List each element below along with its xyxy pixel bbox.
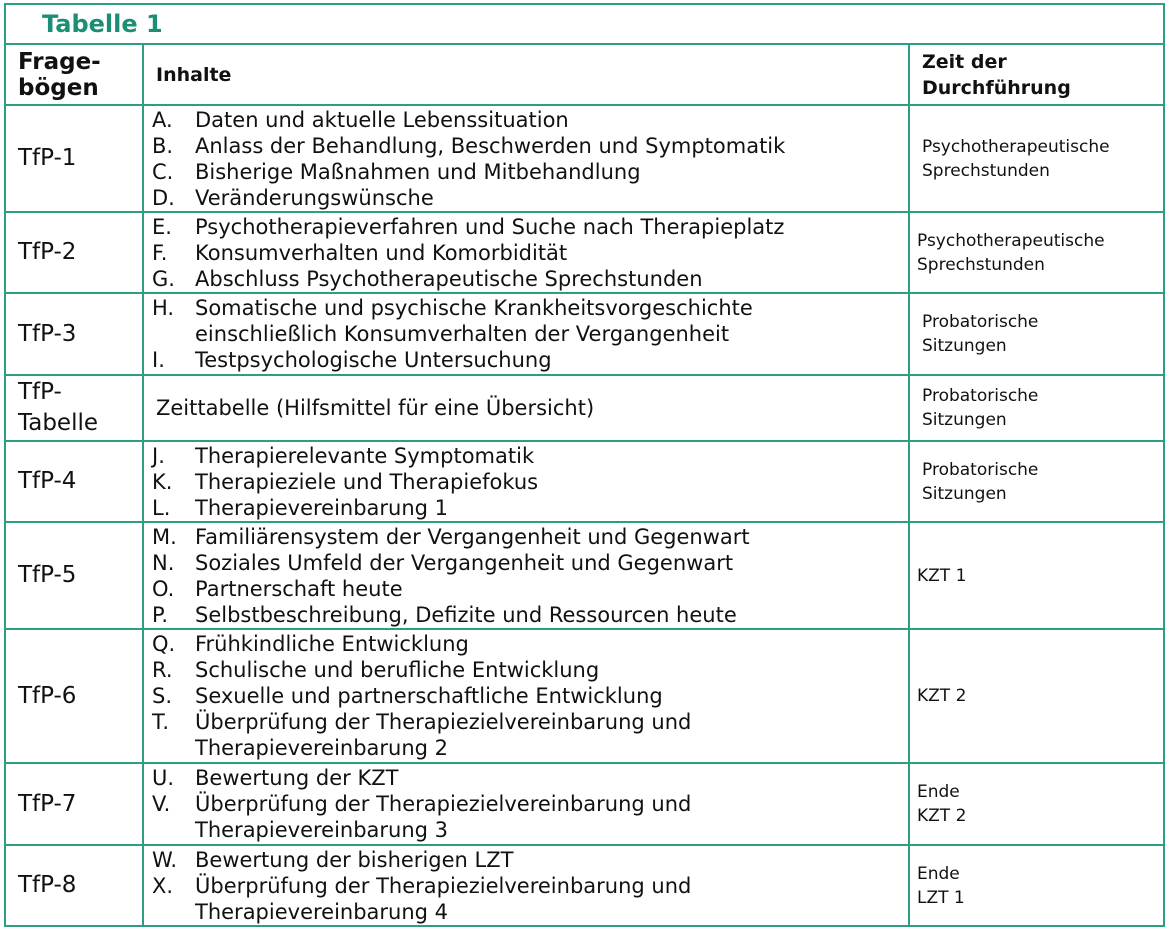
list-item bbox=[152, 214, 908, 240]
item-letter: L. bbox=[152, 495, 171, 520]
item-text: Therapieziele und Therapiefokus bbox=[195, 469, 539, 494]
list-item bbox=[152, 347, 908, 373]
questionnaire-code: TfP-3 bbox=[6, 293, 143, 375]
list-item bbox=[152, 240, 908, 266]
timing-cell: KZT 1 bbox=[909, 522, 1163, 629]
item-letter: J. bbox=[152, 443, 165, 468]
title-row bbox=[6, 5, 1163, 45]
list-item bbox=[152, 550, 908, 576]
item-text: Daten und aktuelle Lebenssituation bbox=[195, 107, 569, 132]
list-item bbox=[152, 683, 908, 709]
list-item bbox=[152, 602, 908, 628]
header-questionnaires: Frage- bögen bbox=[6, 45, 143, 105]
timing-cell: Psychotherapeutische Sprechstunden bbox=[909, 212, 1163, 293]
questionnaire-code: TfP-1 bbox=[6, 105, 143, 212]
item-letter: C. bbox=[152, 159, 174, 184]
contents-cell bbox=[143, 522, 909, 629]
contents-cell bbox=[143, 441, 909, 522]
timing-cell: Psychotherapeutische Sprechstunden bbox=[909, 105, 1163, 212]
list-item bbox=[152, 524, 908, 550]
table-row bbox=[6, 441, 1163, 522]
item-letter: G. bbox=[152, 266, 175, 291]
list-item bbox=[152, 295, 908, 347]
list-item bbox=[152, 185, 908, 211]
contents-cell bbox=[143, 212, 909, 293]
item-letter: B. bbox=[152, 133, 174, 158]
questionnaire-code: TfP-8 bbox=[6, 845, 143, 925]
item-letter: P. bbox=[152, 602, 169, 627]
item-text: Veränderungswünsche bbox=[195, 185, 434, 210]
list-item bbox=[152, 495, 908, 521]
table-row bbox=[6, 629, 1163, 763]
item-letter: I. bbox=[152, 348, 165, 372]
item-letter: T. bbox=[152, 710, 170, 734]
table-row bbox=[6, 522, 1163, 629]
questionnaire-code: TfP-5 bbox=[6, 522, 143, 629]
item-letter: U. bbox=[152, 766, 175, 790]
item-text: Überprüfung der Therapiezielvereinbarung und Therapievereinbarung 3 bbox=[195, 792, 692, 842]
timing-cell: Probatorische Sitzungen bbox=[909, 293, 1163, 375]
table-row bbox=[6, 845, 1163, 925]
item-text: Abschluss Psychotherapeutische Sprechstunden bbox=[195, 266, 703, 291]
item-text: Zeittabelle (Hilfsmittel für eine Übersicht) bbox=[156, 396, 595, 420]
questionnaire-code: TfP-4 bbox=[6, 441, 143, 522]
item-letter: S. bbox=[152, 684, 173, 708]
header-timing: Zeit der Durchführung bbox=[909, 45, 1163, 105]
header-contents: Inhalte bbox=[143, 45, 909, 105]
list-item bbox=[152, 576, 908, 602]
contents-cell bbox=[143, 845, 909, 925]
item-text: Überprüfung der Therapiezielvereinbarung und Therapievereinbarung 2 bbox=[195, 710, 692, 760]
item-text: Therapierelevante Symptomatik bbox=[195, 443, 535, 468]
questionnaire-code: TfP-6 bbox=[6, 629, 143, 763]
item-text: Bewertung der KZT bbox=[195, 766, 399, 790]
item-letter: W. bbox=[152, 847, 178, 872]
contents-cell bbox=[143, 375, 909, 441]
item-text: Frühkindliche Entwicklung bbox=[195, 632, 469, 656]
contents-cell bbox=[143, 105, 909, 212]
questionnaire-code: TfP-7 bbox=[6, 763, 143, 845]
list-item bbox=[152, 107, 908, 133]
item-text: Schulische und berufliche Entwicklung bbox=[195, 658, 600, 682]
questionnaire-code: TfP-2 bbox=[6, 212, 143, 293]
item-text: Therapievereinbarung 1 bbox=[195, 495, 449, 520]
item-text: Bewertung der bisherigen LZT bbox=[195, 847, 514, 872]
item-text: Sexuelle und partnerschaftliche Entwicklung bbox=[195, 684, 663, 708]
table-row bbox=[6, 212, 1163, 293]
item-letter: K. bbox=[152, 469, 173, 494]
timing-cell: Probatorische Sitzungen bbox=[909, 441, 1163, 522]
list-item bbox=[152, 469, 908, 495]
table-frame bbox=[4, 3, 1165, 927]
table-title: Tabelle 1 bbox=[42, 10, 163, 38]
item-text: Testpsychologische Untersuchung bbox=[195, 348, 552, 372]
timing-cell: Ende KZT 2 bbox=[909, 763, 1163, 845]
list-item bbox=[152, 847, 908, 873]
list-item bbox=[152, 443, 908, 469]
contents-cell bbox=[143, 763, 909, 845]
item-letter: O. bbox=[152, 576, 175, 601]
contents-cell bbox=[143, 629, 909, 763]
timing-cell: Ende LZT 1 bbox=[909, 845, 1163, 925]
item-letter: X. bbox=[152, 873, 174, 898]
questionnaire-code: TfP- Tabelle bbox=[6, 375, 143, 441]
timing-cell: KZT 2 bbox=[909, 629, 1163, 763]
item-text: Somatische und psychische Krankheitsvorgeschichte einschließlich Konsumverhalten der Vergangenheit bbox=[195, 296, 753, 346]
table-row bbox=[6, 293, 1163, 375]
list-item bbox=[152, 765, 908, 791]
item-letter: F. bbox=[152, 240, 168, 265]
header-row bbox=[6, 45, 1163, 105]
timing-cell: Probatorische Sitzungen bbox=[909, 375, 1163, 441]
table-row bbox=[6, 763, 1163, 845]
list-item bbox=[152, 631, 908, 657]
list-item bbox=[152, 266, 908, 292]
item-text: Psychotherapieverfahren und Suche nach Therapieplatz bbox=[195, 214, 785, 239]
item-text: Bisherige Maßnahmen und Mitbehandlung bbox=[195, 159, 641, 184]
list-item bbox=[152, 873, 908, 925]
table-row bbox=[6, 375, 1163, 441]
item-text: Selbstbeschreibung, Defizite und Ressourcen heute bbox=[195, 602, 737, 627]
item-letter: M. bbox=[152, 524, 177, 549]
item-letter: V. bbox=[152, 792, 171, 816]
list-item bbox=[152, 133, 908, 159]
item-letter: E. bbox=[152, 214, 172, 239]
item-text: Soziales Umfeld der Vergangenheit und Gegenwart bbox=[195, 550, 734, 575]
list-item bbox=[152, 791, 908, 843]
item-letter: Q. bbox=[152, 632, 176, 656]
item-text: Familiärensystem der Vergangenheit und Gegenwart bbox=[195, 524, 750, 549]
item-text: Überprüfung der Therapiezielvereinbarung und Therapievereinbarung 4 bbox=[195, 873, 692, 924]
questionnaire-table bbox=[6, 45, 1163, 925]
item-letter: H. bbox=[152, 296, 175, 320]
table-row bbox=[6, 105, 1163, 212]
item-letter: A. bbox=[152, 107, 173, 132]
list-item bbox=[152, 159, 908, 185]
item-text: Konsumverhalten und Komorbidität bbox=[195, 240, 568, 265]
item-text: Anlass der Behandlung, Beschwerden und Symptomatik bbox=[195, 133, 786, 158]
item-letter: D. bbox=[152, 185, 175, 210]
list-item bbox=[152, 657, 908, 683]
item-letter: N. bbox=[152, 550, 175, 575]
item-letter: R. bbox=[152, 658, 173, 682]
contents-cell bbox=[143, 293, 909, 375]
item-text: Partnerschaft heute bbox=[195, 576, 403, 601]
list-item bbox=[152, 709, 908, 761]
